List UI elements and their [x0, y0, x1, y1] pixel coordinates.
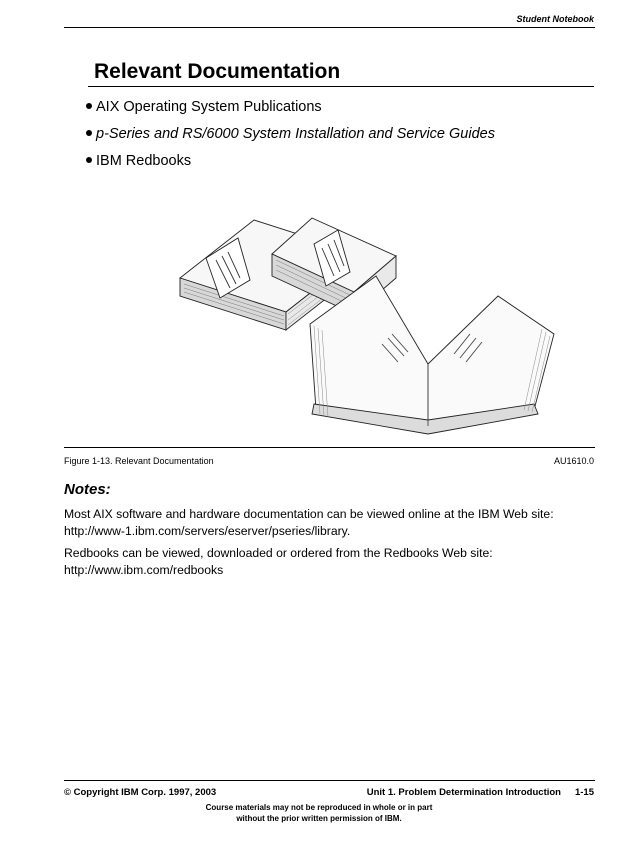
notes-paragraph — [64, 506, 604, 540]
notes-line: Redbooks can be viewed, downloaded or ordered from the Redbooks Web site: — [64, 546, 493, 560]
footer-notice-line: Course materials may not be reproduced in whole or in part — [205, 803, 433, 812]
figure-caption: Figure 1-13. Relevant Documentation — [64, 456, 214, 466]
notes-heading: Notes: — [64, 481, 111, 498]
footer-unit: Unit 1. Problem Determination Introduction — [366, 787, 561, 798]
notes-line: Most AIX software and hardware documentation can be viewed online at the IBM Web site: — [64, 507, 554, 521]
figure-rule — [64, 447, 595, 448]
page-number: 1-15 — [574, 787, 594, 798]
bullet-text: IBM Redbooks — [96, 153, 192, 169]
bullet-icon — [86, 130, 92, 136]
footer-rule — [64, 780, 595, 781]
bullet-item — [86, 153, 191, 169]
notes-paragraph — [64, 545, 604, 579]
books-illustration — [176, 214, 562, 436]
title-rule — [88, 86, 594, 87]
footer-notice — [0, 802, 638, 824]
notes-url: http://www.ibm.com/redbooks — [64, 563, 224, 577]
bullet-text: p-Series and RS/6000 System Installation and Service Guides — [96, 126, 495, 142]
bullet-icon — [86, 103, 92, 109]
notes-url: http://www-1.ibm.com/servers/eserver/pseries/library. — [64, 524, 351, 538]
footer-notice-line: without the prior written permission of IBM. — [236, 814, 402, 823]
bullet-item — [86, 99, 322, 115]
header-rule — [64, 27, 595, 28]
figure-code: AU1610.0 — [553, 456, 594, 466]
bullet-icon — [86, 157, 92, 163]
bullet-item — [86, 126, 495, 142]
footer-unit-page — [367, 787, 594, 798]
footer-copyright: © Copyright IBM Corp. 1997, 2003 — [64, 787, 217, 798]
slide-title: Relevant Documentation — [94, 60, 341, 83]
running-title: Student Notebook — [516, 14, 594, 24]
bullet-text: AIX Operating System Publications — [96, 99, 322, 115]
